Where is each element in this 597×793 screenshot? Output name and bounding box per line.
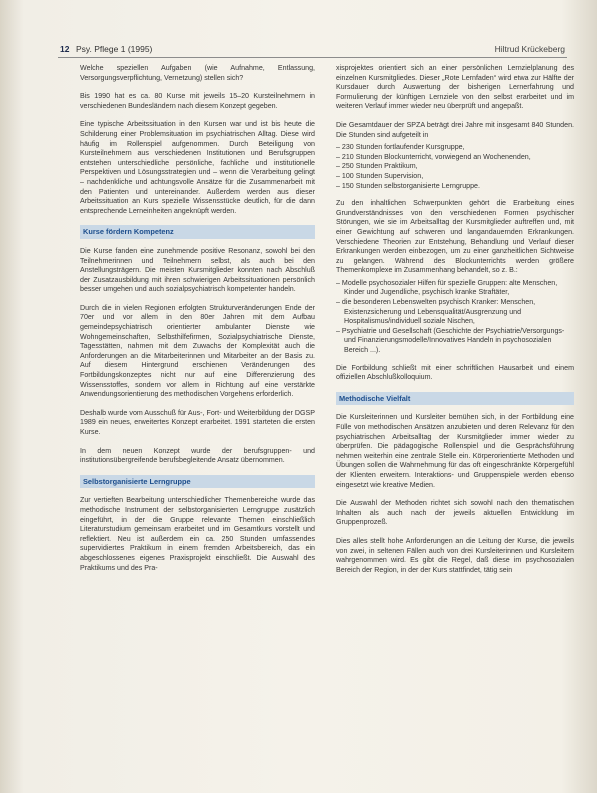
list-item: – 250 Stunden Praktikum, — [336, 162, 574, 172]
section-heading: Kurse fördern Kompetenz — [80, 225, 315, 239]
paragraph: Eine typische Arbeitssituation in den Kursen war und ist bis heute die Schilderung einer Problemsituation im psychiatrischen Alltag. Diese wird häufig im Rollenspiel aufgenommen. Durch Beteiligung von Kursteilnehmern aus verschiedenen Institutionen und Berufsgruppen entstehen unterschiedliche persönliche, fachliche und institutionelle Perspektiven und Lösungsstrategien und – wenn die Verarbeitung gelingt – nachdenkliche und achtungsvolle Ansätze für die Zusammenarbeit mit den Patienten und untereinander. Außerdem werden aus dieser Arbeitssituation an Kurs spezielle Wissensstücke deutlich, für die dann entsprechende Lerneinheiten angeknüpft werden. — [80, 120, 315, 215]
paragraph: Bis 1990 hat es ca. 80 Kurse mit jeweils 15–20 Kursteilnehmern in verschiedenen Bundesländern nach diesem Konzept gegeben. — [80, 92, 315, 110]
paragraph: Die Auswahl der Methoden richtet sich sowohl nach den thematischen Inhalten als auch nach der jeweils aktuellen Entwicklung im Gruppenprozeß. — [336, 499, 574, 527]
hours-list — [336, 143, 574, 191]
list-item: – die besonderen Lebenswelten psychisch Kranker: Menschen, Existenzsicherung und Lebensqualität/Ausgrenzung und Hospitalismus/individuell soziale Nischen, — [336, 298, 574, 327]
paragraph: In dem neuen Konzept wurde der berufsgruppen- und institutionsübergreifende berufsbegleitende Ansatz übernommen. — [80, 446, 315, 465]
right-column — [336, 64, 574, 584]
paragraph: Durch die in vielen Regionen erfolgten Strukturveränderungen Ende der 70er und vor allem in den 80er Jahren mit dem Aufbau gemeindepsychiatrisch orientierter ambulanter Dienste wie Wohngemeinschaften, Selbsthilfefirmen, Sozialpsychiatrische Dienste, Tagesstätten, nahmen mit dem Zuwachs der Komplexität auch die Anforderungen an die Mitarbeiterinnen und Mitarbeiter an der Basis zu. Auf diesem Hintergrund erschienen Veränderungen des Fortbildungskonzeptes nicht nur auf eine Differenzierung des Wissensstoffes, sondern vor allem in Richtung auf eine verstärkte Anwendungsorientierung des methodischen Vorgehens erforderlich. — [80, 303, 315, 399]
paragraph: Die Gesamtdauer der SPZA beträgt drei Jahre mit insgesamt 840 Stunden. Die Stunden sind aufgeteilt in — [336, 120, 574, 139]
list-item: – Modelle psychosozialer Hilfen für spezielle Gruppen: alte Menschen, Kinder und Jugendliche, psychisch kranke Straftäter, — [336, 279, 574, 298]
list-item: – Psychiatrie und Gesellschaft (Geschichte der Psychiatrie/Versorgungs- und Finanzierungsmodelle/Innovatives Handeln in psychosozialen Bereich ...). — [336, 327, 574, 356]
paragraph: Deshalb wurde vom Ausschuß für Aus-, Fort- und Weiterbildung der DGSP 1989 ein neues, erweitertes Konzept erarbeitet. 1991 starteten die ersten Kurse. — [80, 408, 315, 436]
section-heading: Selbstorganisierte Lerngruppe — [80, 475, 315, 489]
paragraph: Welche speziellen Aufgaben (wie Aufnahme, Entlassung, Versorgungsverpflichtung, Vernetzung) stellen sich? — [80, 64, 315, 82]
journal-citation: Psy. Pflege 1 (1995) — [76, 44, 153, 54]
paragraph: xisprojektes orientiert sich an einer persönlichen Lernzielplanung des einzelnen Kursmitgliedes. Dieser „Rote Lernfaden“ wird etwa zur Hälfte der Kursdauer durch Auswertung der bisherigen Lernerfahrung und Formulierung der künftigen Lernziele von den selbst erarbeitet und im weiteren Verlauf immer wieder neu überprüft und angepaßt. — [336, 64, 574, 111]
running-header — [22, 44, 575, 58]
author-name: Hiltrud Krückeberg — [494, 44, 565, 54]
list-item: – 100 Stunden Supervision, — [336, 172, 574, 182]
paragraph: Dies alles stellt hohe Anforderungen an die Leitung der Kurse, die jeweils von zwei, in seltenen Fällen auch von drei Kursleiterinnen und Kursleitern wahrgenommen wird. Es gibt die Regel, daß diese im psychosozialen Bereich der Region, in der der Kurs stattfindet, tätig sein — [336, 536, 574, 574]
page-number: 12 — [60, 44, 70, 54]
paragraph: Die Fortbildung schließt mit einer schriftlichen Hausarbeit und einem offiziellen Abschlußkolloquium. — [336, 363, 574, 382]
left-column — [80, 64, 315, 582]
paragraph: Zur vertieften Bearbeitung unterschiedlicher Themenbereiche wurde das methodische Instrument der selbstorganisierten Lerngruppe zusätzlich eingeführt, in der die Gruppe relevante Themen einschließlich Literaturstudium gemeinsam erarbeitet und im Gesamtkurs vorstellt und reflektiert. Neu ist außerdem ein ca. 250 Stunden umfassendes supervidiertes Praktikum in einem fremden Arbeitsbereich, das ein abgeschlossenes eigenes Praxisprojekt einschließt. Die Auswahl des Praktikums und des Pra- — [80, 496, 315, 572]
header-rule — [58, 57, 567, 58]
list-item: – 230 Stunden fortlaufender Kursgruppe, — [336, 143, 574, 153]
paragraph: Zu den inhaltlichen Schwerpunkten gehört die Erarbeitung eines Grundverständnisses von den verschiedenen Formen psychischer Störungen, wie sie im Arbeitsalltag der Kursmitglieder auftreffen und, mit einer Gewichtung auf schweren und langandauernden Erkrankungen. Verschiedene Theorien zur Entstehung, Behandlung und Verlauf dieser Erkrankungen werden einbezogen, um zu einer ganzheitlichen Sichtweise zu gelangen. Während des Blockunterrichts werden größere Themenkomplexe im Zusammenhang behandelt, so z. B.: — [336, 199, 574, 275]
paragraph: Die Kurse fanden eine zunehmende positive Resonanz, sowohl bei den Teilnehmerinnen und Teilnehmern selbst, als auch bei den Anstellungsträgern. Die meisten Kursmitglieder konnten nach Abschluß der Zusatzausbildung mit ihren schwierigen Arbeitssituationen persönlich besser umgehen und auch sozialpsychiatrisch kompetenter handeln. — [80, 246, 315, 294]
section-heading: Methodische Vielfalt — [336, 392, 574, 406]
topics-list — [336, 279, 574, 356]
paragraph: Die Kursleiterinnen und Kursleiter bemühen sich, in der Fortbildung eine Fülle von methodischen Ansätzen anzubieten und deren Relevanz für den psychiatrischen Arbeitsalltag der Kursmitglieder immer wieder zu überprüfen. Die pädagogische Rollenspiel und die Gesprächsführung nehmen weiterhin eine zentrale Stelle ein. Körperorientierte Methoden und Übungen sollen die Wahrnehmung für das oft eingeschränkte Körpergefühl der Klienten erweitern. Interaktions- und Gruppenspiele werden ebenso eingesetzt wie kreative Medien. — [336, 413, 574, 489]
list-item: – 150 Stunden selbstorganisierte Lerngruppe. — [336, 182, 574, 192]
list-item: – 210 Stunden Blockunterricht, vorwiegend an Wochenenden, — [336, 153, 574, 163]
